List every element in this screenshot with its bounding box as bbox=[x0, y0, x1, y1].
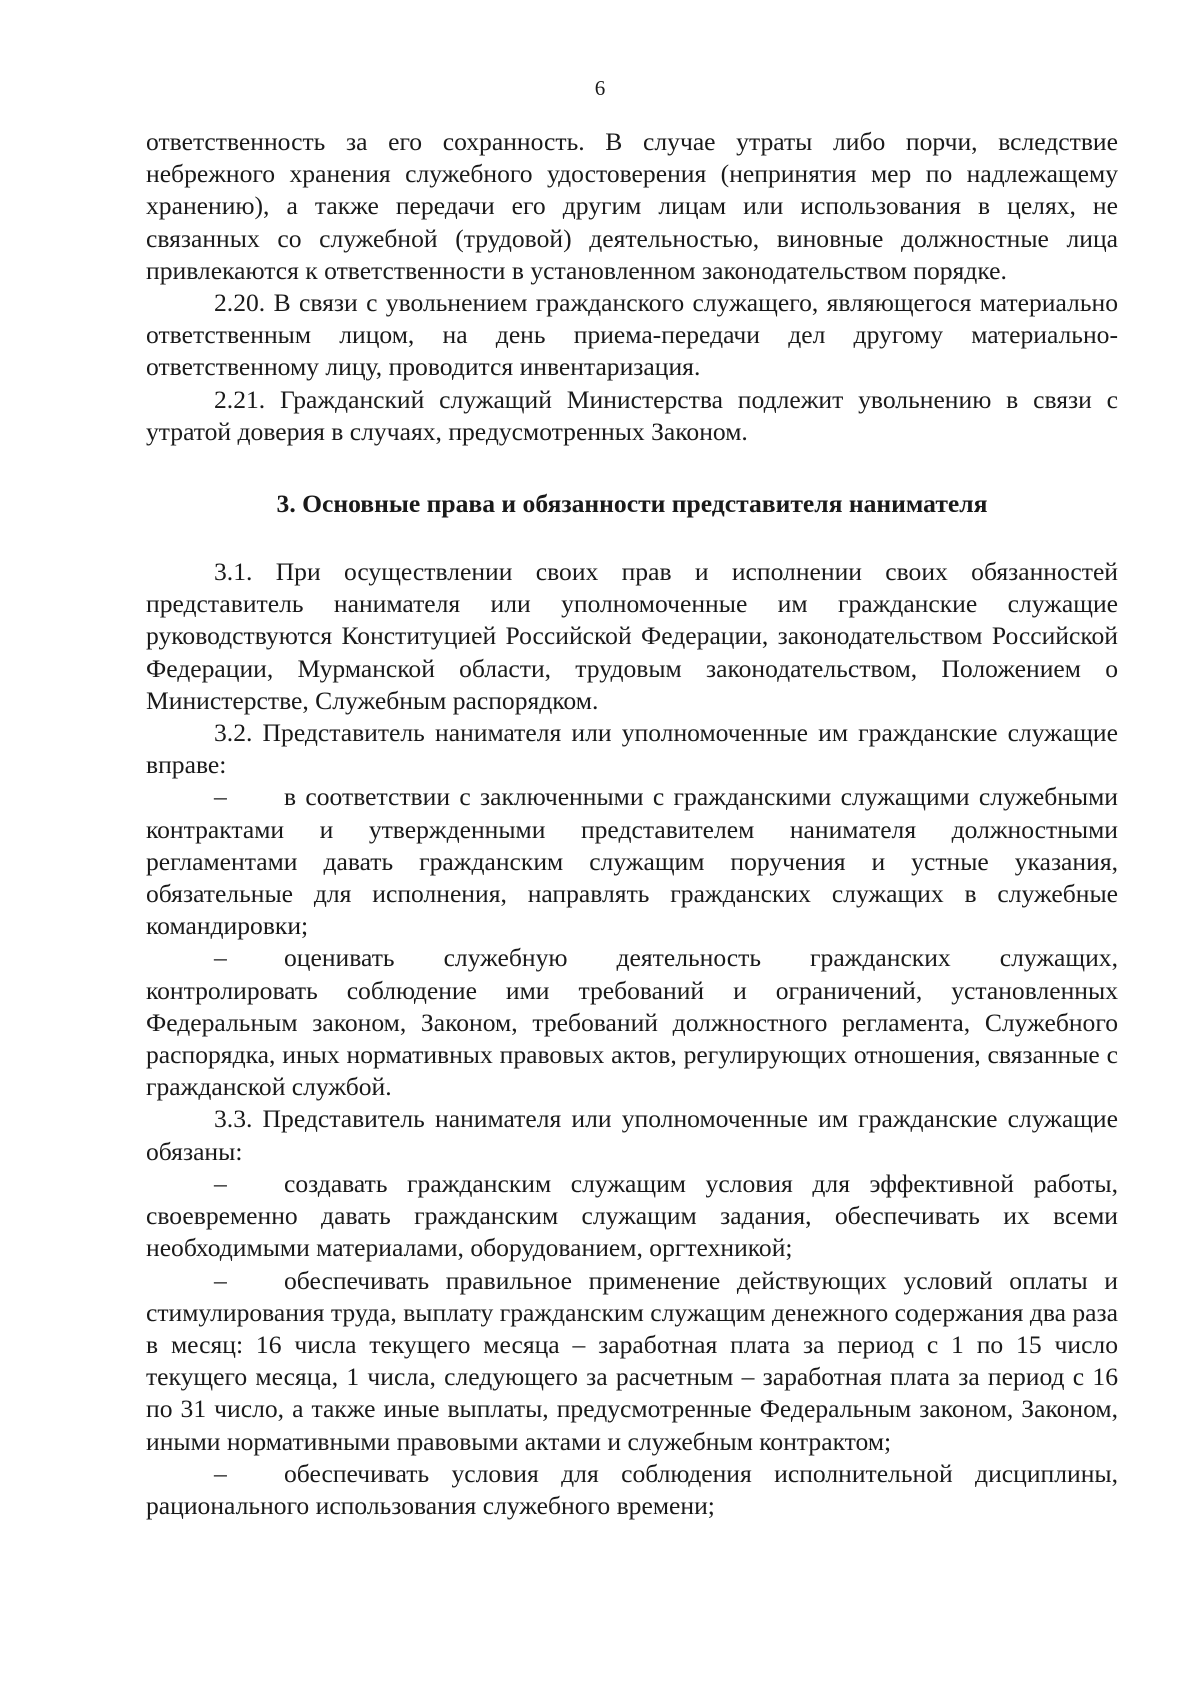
paragraph-3-1: 3.1. При осуществлении своих прав и исполнении своих обязанностей представитель нанимателя или уполномоченные им гражданские служащие руководствуются Конституцией Российской Федерации, законодательством Российской Федерации, Мурманской области, трудовым законодательством, Положением о Министерстве, Служебным распорядком. bbox=[146, 557, 1118, 715]
dash-marker: – bbox=[214, 1168, 227, 1198]
list-item-text: создавать гражданским служащим условия для эффективной работы, своевременно давать гражданским служащим задания, обеспечивать их всеми необходимыми материалами, оборудованием, оргтехникой; bbox=[146, 1168, 1118, 1263]
list-item-text: в соответствии с заключенными с гражданскими служащими служебными контрактами и утвержденными представителем нанимателя должностными регламентами давать гражданским служащим поручения и устные указания, обязательные для исполнения, направлять гражданских служащих в служебные командировки; bbox=[146, 782, 1118, 941]
page-number: 6 bbox=[594, 76, 606, 100]
list-item-text: оценивать служебную деятельность гражданских служащих, контролировать соблюдение ими требований и ограничений, установленных Федеральным законом, Законом, требований должностного регламента, Служебного распорядка, иных нормативных правовых актов, регулирующих отношения, связанные с гражданской службой. bbox=[146, 943, 1118, 1102]
paragraph-2-20: 2.20. В связи с увольнением гражданского служащего, являющегося материально ответственным лицом, на день приема-передачи дел другому материально-ответственному лицу, проводится инвентаризация. bbox=[146, 288, 1118, 382]
list-item bbox=[146, 1265, 1118, 1458]
list-item-text: обеспечивать условия для соблюдения исполнительной дисциплины, рационального использования служебного времени; bbox=[146, 1458, 1118, 1520]
dash-marker: – bbox=[214, 1458, 227, 1488]
document-body bbox=[146, 126, 1118, 1522]
dash-marker: – bbox=[214, 782, 227, 812]
list-item bbox=[146, 781, 1118, 942]
list-item bbox=[146, 1168, 1118, 1265]
dash-marker: – bbox=[214, 943, 227, 973]
paragraph-3-3: 3.3. Представитель нанимателя или уполномоченные им гражданские служащие обязаны: bbox=[146, 1104, 1118, 1166]
paragraph-3-2: 3.2. Представитель нанимателя или уполномоченные им гражданские служащие вправе: bbox=[146, 718, 1118, 780]
paragraph-2-21: 2.21. Гражданский служащий Министерства подлежит увольнению в связи с утратой доверия в случаях, предусмотренных Законом. bbox=[146, 384, 1118, 446]
section-heading: 3. Основные права и обязанности представителя нанимателя bbox=[276, 489, 988, 519]
list-item bbox=[146, 942, 1118, 1103]
paragraph-continuation: ответственность за его сохранность. В случае утраты либо порчи, вследствие небрежного хранения служебного удостоверения (непринятия мер по надлежащему хранению), а также передачи его другим лицам или использования в целях, не связанных со служебной (трудовой) деятельностью, виновные должностные лица привлекаются к ответственности в установленном законодательством порядке. bbox=[146, 127, 1118, 285]
list-item bbox=[146, 1458, 1118, 1522]
dash-marker: – bbox=[214, 1265, 227, 1295]
list-item-text: обеспечивать правильное применение действующих условий оплаты и стимулирования труда, выплату гражданским служащим денежного содержания два раза в месяц: 16 числа текущего месяца – заработная плата за период с 1 по 15 число текущего месяца, 1 числа, следующего за расчетным – заработная плата за период с 16 по 31 число, а также иные выплаты, предусмотренные Федеральным законом, Законом, иными нормативными правовыми актами и служебным контрактом; bbox=[146, 1265, 1118, 1456]
